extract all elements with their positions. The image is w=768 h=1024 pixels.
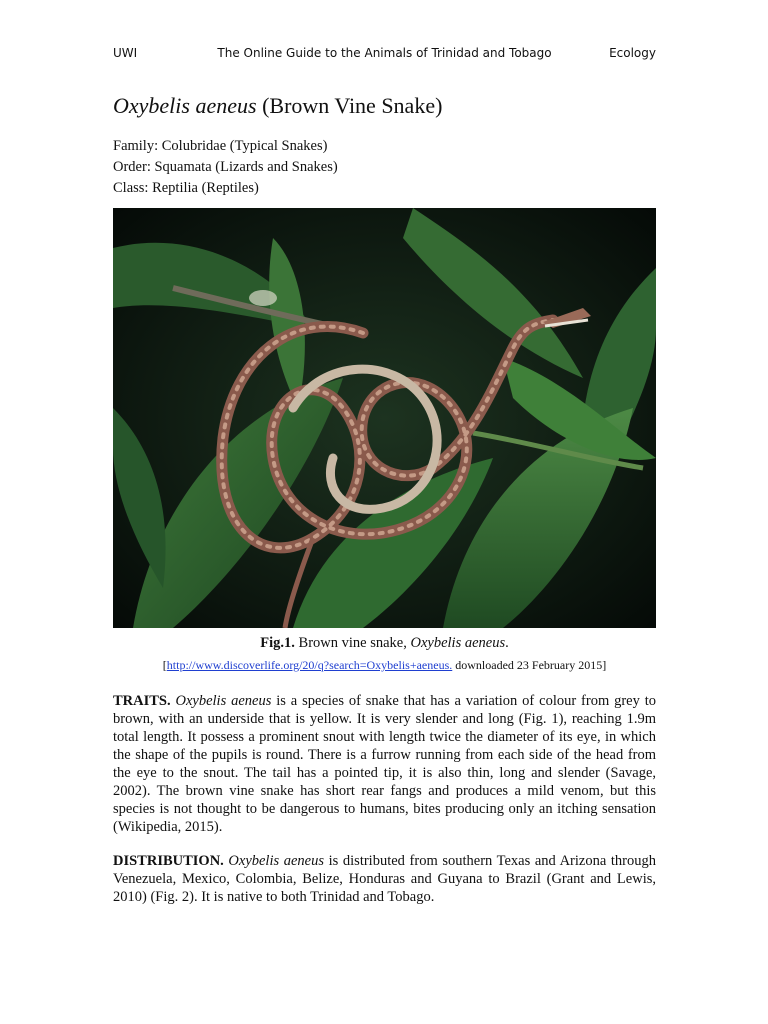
taxonomy-class: Class: Reptilia (Reptiles) bbox=[113, 180, 259, 196]
figure-source bbox=[113, 658, 656, 673]
caption-species: Oxybelis aeneus bbox=[410, 635, 506, 651]
title-scientific-name: Oxybelis aeneus bbox=[113, 93, 257, 118]
distribution-species: Oxybelis aeneus bbox=[228, 853, 325, 869]
distribution-text: is distributed from southern Texas and Arizona through Venezuela, Mexico, Colombia, Belize, Honduras and Guyana to Brazil (Grant and Lewis, 2010) (Fig. 2). It is native to both Trinidad and Tobago. bbox=[113, 853, 656, 905]
caption-label: Fig.1. bbox=[260, 635, 295, 651]
caption-text: Brown vine snake, bbox=[298, 635, 407, 651]
traits-heading: TRAITS. bbox=[113, 693, 171, 709]
taxonomy-order: Order: Squamata (Lizards and Snakes) bbox=[113, 159, 338, 175]
source-rest: downloaded 23 February 2015] bbox=[452, 658, 607, 672]
traits-paragraph bbox=[113, 692, 656, 836]
distribution-paragraph bbox=[113, 852, 656, 906]
page-header bbox=[113, 46, 656, 64]
taxonomy-family: Family: Colubridae (Typical Snakes) bbox=[113, 138, 328, 154]
header-section: Ecology bbox=[609, 46, 656, 60]
figure-caption bbox=[113, 635, 656, 652]
snake-photo-illustration bbox=[113, 208, 656, 628]
snake-photo bbox=[113, 208, 656, 628]
header-institution: UWI bbox=[113, 46, 138, 60]
traits-text: is a species of snake that has a variation of colour from grey to brown, with an underside that is yellow. It is very slender and long (Fig. 1), reaching 1.9m total length. It possess a prominent snout with length twice the diameter of its eye, in which the shape of the pupils is round. There is a furrow running from each side of the head from the eye to the snout. The tail has a pointed tip, it is also thin, long and slender (Savage, 2002). The brown vine snake has short rear fangs and produces a mild venom, but this species is not thought to be dangerous to humans, bites producing only an itching sensation (Wikipedia, 2015). bbox=[113, 693, 657, 835]
header-guide-title: The Online Guide to the Animals of Trinidad and Tobago bbox=[217, 46, 552, 60]
traits-species: Oxybelis aeneus bbox=[175, 693, 272, 709]
page-title bbox=[113, 93, 442, 119]
taxonomy-block bbox=[113, 136, 338, 199]
distribution-heading: DISTRIBUTION. bbox=[113, 853, 224, 869]
source-open-bracket: [ bbox=[162, 658, 167, 672]
source-link[interactable]: http://www.discoverlife.org/20/q?search=Oxybelis+aeneus. bbox=[166, 658, 453, 672]
caption-end: . bbox=[505, 635, 509, 651]
title-common-name: (Brown Vine Snake) bbox=[262, 93, 443, 118]
